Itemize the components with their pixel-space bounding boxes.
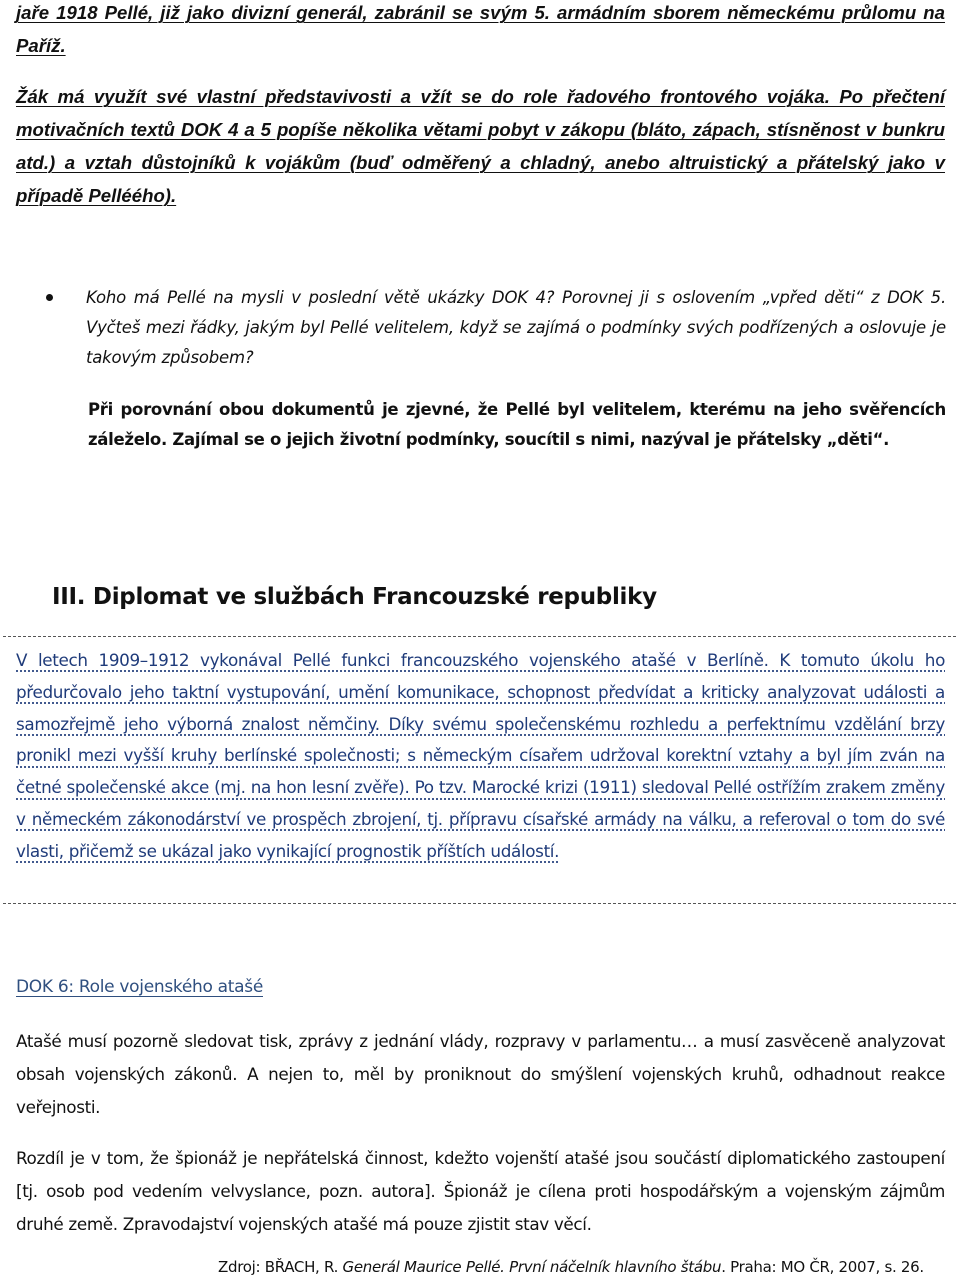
source-citation — [218, 1258, 924, 1276]
question-text: Koho má Pellé na mysli v poslední větě ukázky DOK 4? Porovnej ji s oslovením „vpřed děti“ z DOK 5. Vyčteš mezi řádky, jakým byl Pellé velitelem, když se zajímá o podmínky svých podřízených a oslovuje je takovým způsobem? — [86, 288, 946, 367]
box-paragraph — [16, 645, 945, 868]
answer-text: Při porovnání obou dokumentů je zjevné, že Pellé byl velitelem, kterému na jeho svěřencích záleželo. Zajímal se o jejich životní podmínky, soucítil s nimi, nazýval je přátelsky „děti“. — [88, 400, 946, 449]
intro-paragraph: jaře 1918 Pellé, již jako divizní generál, zabránil se svým 5. armádním sborem německému průlomu na Paříž. — [16, 2, 945, 56]
dok6-paragraph-2: Rozdíl je v tom, že špionáž je nepřátelská činnost, kdežto vojenští atašé jsou součástí diplomatického zastoupení [tj. osob pod vedením velvyslance, pozn. autora]. Špionáž je cílena proti hospodářským a vojenským zájmům druhé země. Zpravodajství vojenských atašé má pouze zjistit stav věcí. — [16, 1148, 945, 1234]
student-task-paragraph: Žák má využít své vlastní představivosti a vžít se do role řadového frontového vojáka. Po přečtení motivačních textů DOK 4 a 5 popíše několika větami pobyt v zákopu (bláto, zápach, stísněnost v bunkru atd.) a vztah důstojníků k vojákům (buď odměřený a chladný, anebo altruistický a přátelský jako v případě Pelléého). — [16, 86, 945, 206]
section-heading: III. Diplomat ve službách Francouzské republiky — [52, 584, 657, 610]
dok6-title: DOK 6: Role vojenského atašé — [16, 977, 263, 997]
box-paragraph-text: V letech 1909–1912 vykonával Pellé funkci francouzského vojenského atašé v Berlíně. K tomuto úkolu ho předurčovalo jeho taktní vystupování, umění komunikace, schopnost předvídat a kriticky analyzovat události a samozřejmě jeho výborná znalost němčiny. Díky svému společenskému rozhledu a perfektnímu vzdělání brzy pronikl mezi vyšší kruhy berlínské společnosti; s německým císařem udržoval korektní vztahy a byl jím zván na četné společenské akce (mj. na hon lesní zvěře). Po tzv. Marocké krizi (1911) sledoval Pellé ostřížím zrakem změny v německém zákonodárství ve prospěch zbrojení, tj. přípravu císařské armády na válku, a referoval o tom do své vlasti, přičemž se ukázal jako vynikající prognostik příštích událostí. — [16, 650, 945, 861]
dok6-paragraph-1: Atašé musí pozorně sledovat tisk, zprávy z jednání vlády, rozpravy v parlamentu… a musí zasvěceně analyzovat obsah vojenských zákonů. A nejen to, měl by proniknout do smýšlení vojenských kruhů, odhadnout reakce veřejnosti. — [16, 1031, 945, 1117]
source-suffix: . Praha: MO ČR, 2007, s. 26. — [721, 1258, 924, 1276]
source-title: Generál Maurice Pellé. První náčelník hlavního štábu — [342, 1258, 722, 1276]
question-bullet — [46, 283, 946, 373]
source-prefix: Zdroj: BŘACH, R. — [218, 1258, 343, 1276]
bullet-icon — [46, 294, 53, 301]
